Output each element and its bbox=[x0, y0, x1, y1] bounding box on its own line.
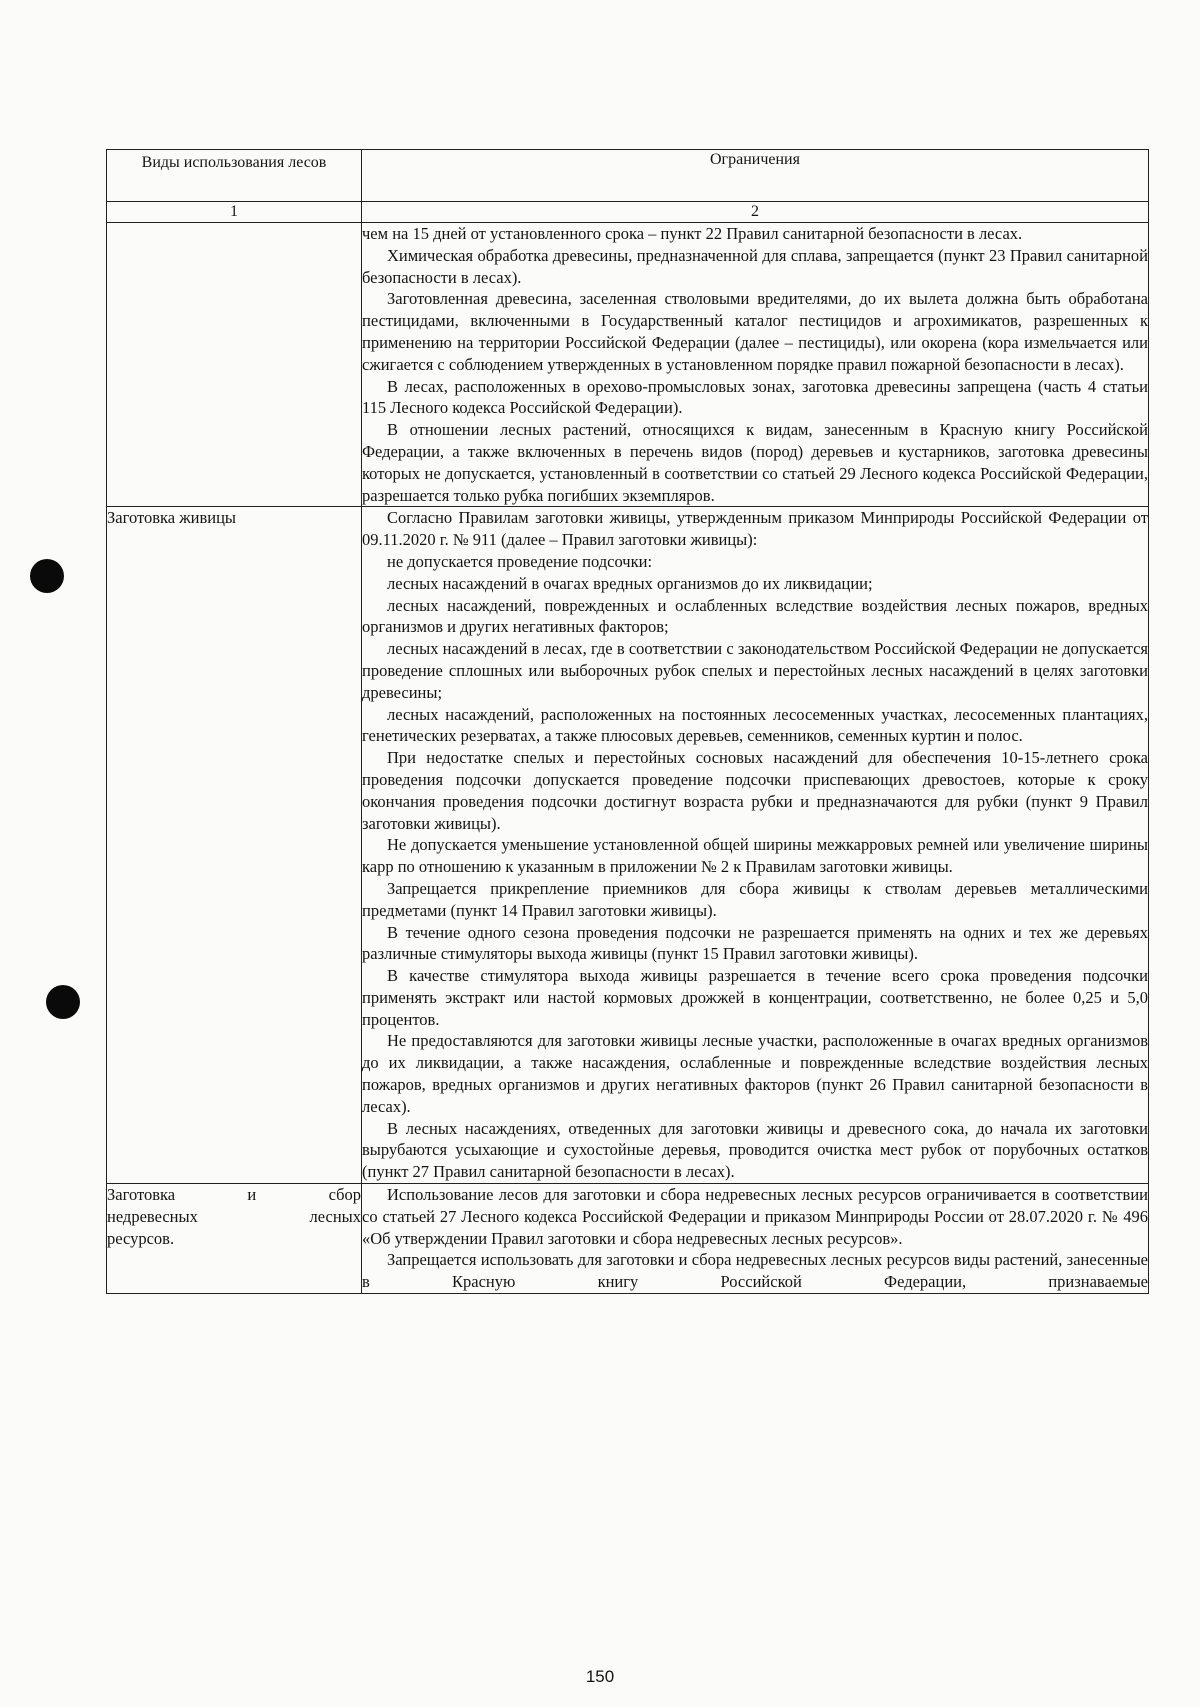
usage-kind-cell: Заготовка живицы bbox=[107, 507, 362, 1184]
restriction-paragraph: Согласно Правилам заготовки живицы, утвержденным приказом Минприроды Российской Федерации от 09.11.2020 г. № 911 (далее – Правил заготовки живицы): bbox=[362, 508, 1148, 550]
usage-kind-cell bbox=[107, 223, 362, 507]
usage-kind-cell bbox=[107, 1184, 362, 1294]
restriction-paragraph: В отношении лесных растений, относящихся к видам, занесенным в Красную книгу Российской Федерации, а также включенных в перечень видов (пород) деревьев и кустарников, заготовка древесины которых не допускается, установленный в соответствии со статьей 29 Лесного кодекса Российской Федерации, разрешается только рубка погибших экземпляров. bbox=[362, 420, 1148, 505]
table-row bbox=[107, 223, 1149, 507]
col1-header: Виды использования лесов bbox=[107, 150, 362, 202]
restriction-paragraph: Использование лесов для заготовки и сбора недревесных лесных ресурсов ограничивается в соответствии со статьей 27 Лесного кодекса Российской Федерации и приказом Минприроды России от 28.07.2020 г. № 496 «Об утверждении Правил заготовки и сбора недревесных лесных ресурсов». bbox=[362, 1185, 1148, 1248]
restriction-paragraph: Не предоставляются для заготовки живицы лесные участки, расположенные в очагах вредных организмов до их ликвидации, а также насаждения, ослабленные и поврежденные вследствие воздействия лесных пожаров, вредных организмов и других негативных факторов (пункт 26 Правил санитарной безопасности в лесах). bbox=[362, 1031, 1148, 1116]
restriction-paragraph: В течение одного сезона проведения подсочки не разрешается применять на одних и тех же деревьях различные стимуляторы выхода живицы (пункт 15 Правил заготовки живицы). bbox=[362, 922, 1148, 964]
usage-kind-line: Заготовка и сбор bbox=[107, 1185, 361, 1205]
table-row bbox=[107, 1184, 1149, 1294]
restrictions-cell bbox=[362, 1184, 1149, 1294]
col2-number: 2 bbox=[362, 202, 1149, 223]
usage-kind-line: недревесных лесных bbox=[107, 1206, 361, 1226]
restriction-paragraph: Химическая обработка древесины, предназначенной для сплава, запрещается (пункт 23 Правил санитарной безопасности в лесах). bbox=[362, 245, 1148, 287]
restrictions-table bbox=[106, 149, 1149, 1294]
table-row bbox=[107, 507, 1149, 1184]
table-header-row bbox=[107, 150, 1149, 202]
restriction-paragraph: В лесах, расположенных в орехово-промысловых зонах, заготовка древесины запрещена (часть 4 статьи 115 Лесного кодекса Российской Федерации). bbox=[362, 376, 1148, 418]
col1-number: 1 bbox=[107, 202, 362, 223]
restrictions-cell bbox=[362, 223, 1149, 507]
punch-hole-top bbox=[30, 559, 64, 593]
restriction-paragraph: лесных насаждений, расположенных на постоянных лесосеменных участках, лесосеменных плантациях, генетических резерватах, а также плюсовых деревьев, семенников, семенных куртин и полос. bbox=[362, 704, 1148, 746]
page-number: 150 bbox=[585, 1667, 615, 1686]
restriction-paragraph: В качестве стимулятора выхода живицы разрешается в течение всего срока проведения подсочки применять экстракт или настой кормовых дрожжей в концентрации, соответственно, не более 0,25 и 5,0 процентов. bbox=[362, 966, 1148, 1029]
col2-header: Ограничения bbox=[362, 150, 1149, 202]
restriction-paragraph: не допускается проведение подсочки: bbox=[387, 551, 653, 571]
restriction-paragraph: Запрещается прикрепление приемников для сбора живицы к стволам деревьев металлическими предметами (пункт 14 Правил заготовки живицы). bbox=[362, 878, 1148, 920]
column-number-row bbox=[107, 202, 1149, 223]
restriction-paragraph: лесных насаждений в лесах, где в соответствии с законодательством Российской Федерации не допускается проведение сплошных или выборочных рубок спелых и перестойных лесных насаждений в целях заготовки древесины; bbox=[362, 639, 1148, 702]
restrictions-cell bbox=[362, 507, 1149, 1184]
restriction-paragraph: Не допускается уменьшение установленной общей ширины межкарровых ремней или увеличение ширины карр по отношению к указанным в приложении № 2 к Правилам заготовки живицы. bbox=[362, 835, 1148, 877]
restriction-paragraph: Заготовленная древесина, заселенная стволовыми вредителями, до их вылета должна быть обработана пестицидами, включенными в Государственный каталог пестицидов и агрохимикатов, разрешенных к применению на территории Российской Федерации (далее – пестициды), или окорена (кора измельчается или сжигается с соблюдением утвержденных в установленном порядке правил пожарной безопасности в лесах). bbox=[362, 289, 1148, 374]
restriction-paragraph: лесных насаждений в очагах вредных организмов до их ликвидации; bbox=[387, 573, 873, 593]
restriction-paragraph: При недостатке спелых и перестойных сосновых насаждений для обеспечения 10-15-летнего срока проведения подсочки допускается проведение подсочки приспевающих древостоев, которые к сроку окончания проведения подсочки достигнут возраста рубки и предназначаются для рубки (пункт 9 Правил заготовки живицы). bbox=[362, 748, 1148, 833]
punch-hole-bottom bbox=[46, 985, 80, 1019]
restriction-paragraph: лесных насаждений, поврежденных и ослабленных вследствие воздействия лесных пожаров, вредных организмов и других негативных факторов; bbox=[362, 595, 1148, 637]
restriction-paragraph: В лесных насаждениях, отведенных для заготовки живицы и древесного сока, до начала их заготовки вырубаются усыхающие и сухостойные деревья, проводится очистка мест рубок от порубочных остатков (пункт 27 Правил санитарной безопасности в лесах). bbox=[362, 1118, 1148, 1182]
usage-kind-line: ресурсов. bbox=[107, 1228, 175, 1248]
restriction-paragraph: чем на 15 дней от установленного срока – пункт 22 Правил санитарной безопасности в лесах. bbox=[362, 224, 1023, 243]
restriction-paragraph: Запрещается использовать для заготовки и сбора недревесных лесных ресурсов виды растений, занесенные в Красную книгу Российской Федерации, признаваемые bbox=[362, 1250, 1148, 1292]
